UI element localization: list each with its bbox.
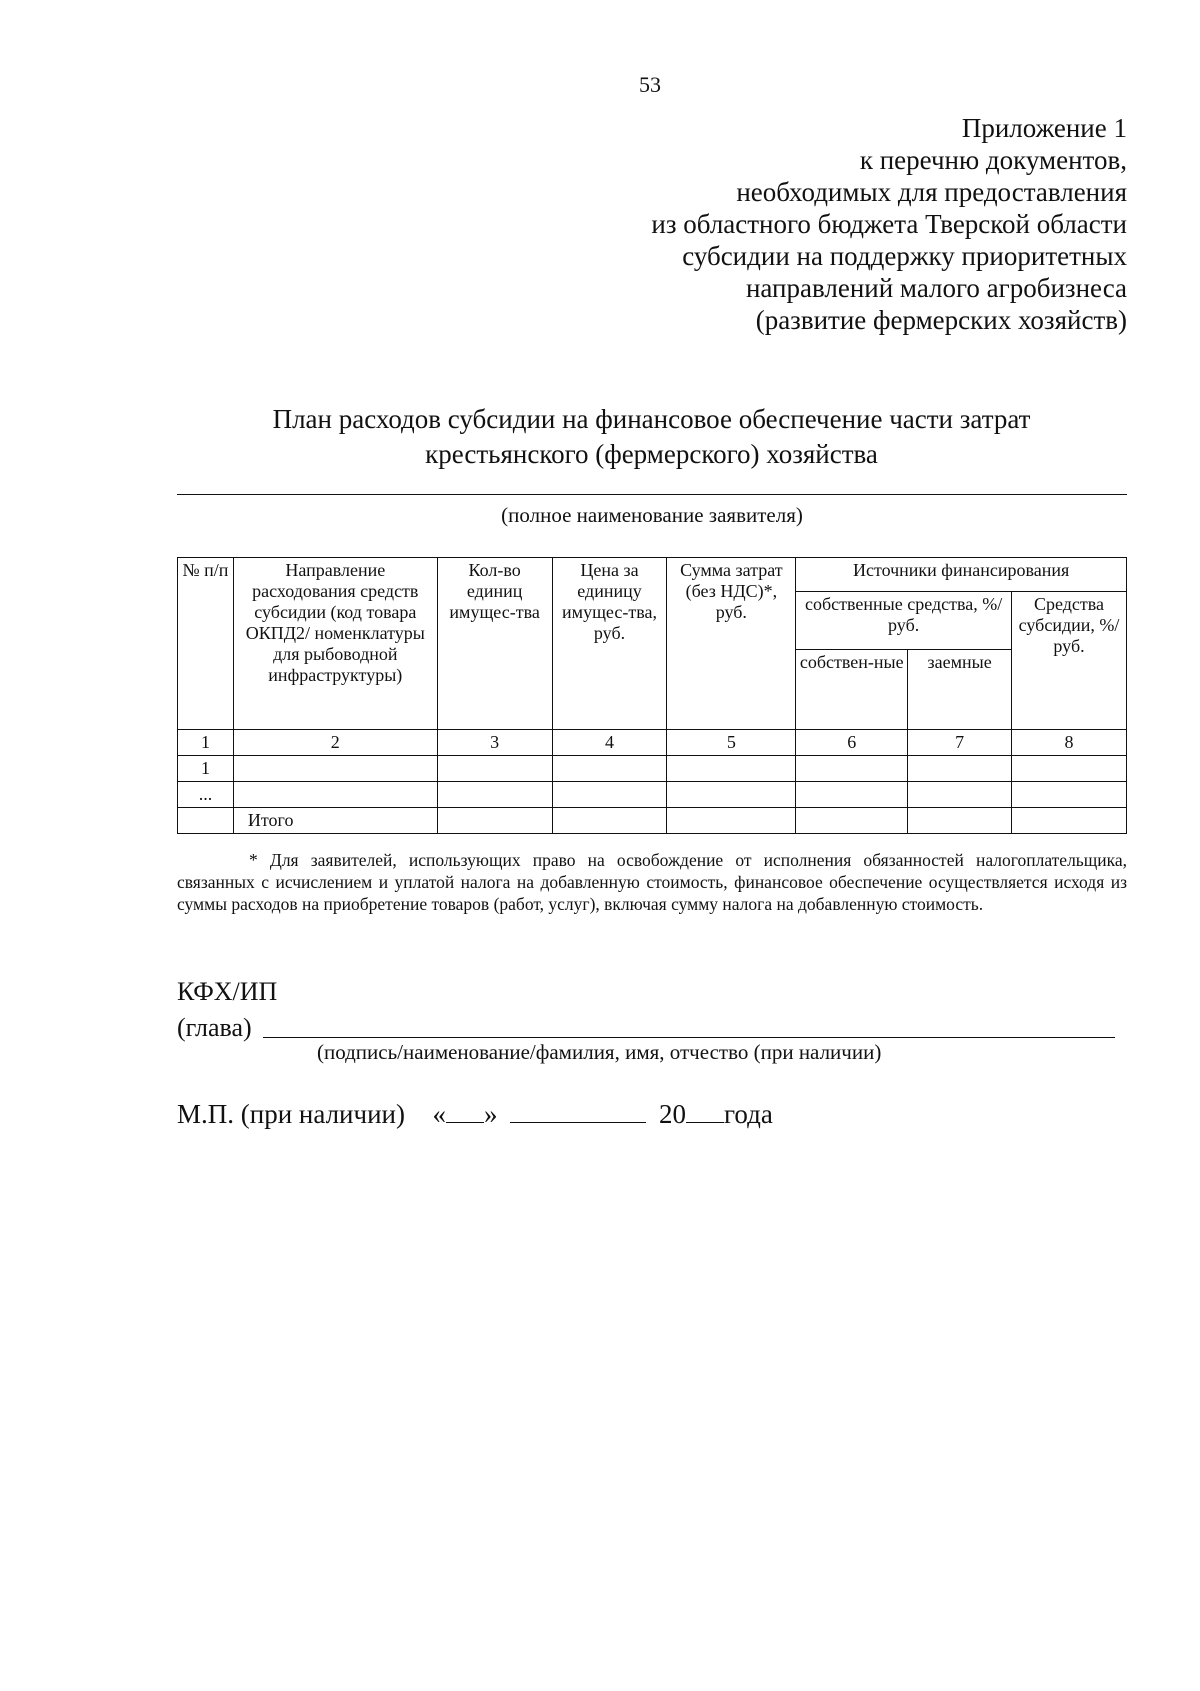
- signature-caption: (подпись/наименование/фамилия, имя, отчество (при наличии): [317, 1040, 882, 1064]
- row-num-cell: 1: [178, 756, 234, 782]
- column-number: 3: [437, 730, 552, 756]
- appendix-line: к перечню документов,: [859, 145, 1127, 175]
- column-number-row: [178, 730, 1127, 756]
- row-num-cell: ...: [178, 782, 234, 808]
- appendix-line: направлений малого агробизнеса: [745, 273, 1127, 303]
- header-sum: Сумма затрат (без НДС)*, руб.: [667, 558, 796, 730]
- row-subsidy-cell[interactable]: [1012, 782, 1127, 808]
- row-price-cell[interactable]: [552, 808, 667, 834]
- appendix-line: (развитие фермерских хозяйств): [755, 305, 1127, 335]
- header-own-funds: собственные средства, %/руб.: [796, 592, 1012, 650]
- row-direction-cell[interactable]: [233, 782, 437, 808]
- date-close-quote: »: [483, 1099, 498, 1129]
- column-number: 2: [233, 730, 437, 756]
- appendix-header: [651, 112, 1127, 336]
- signature-line[interactable]: [263, 1037, 1115, 1038]
- header-own: собствен-ные: [796, 650, 908, 730]
- header-quantity: Кол-во единиц имущес-тва: [437, 558, 552, 730]
- header-direction: Направление расходования средств субсидии (код товара ОКПД2/ номенклатуры для рыбоводной инфраструктуры): [233, 558, 437, 730]
- date-open-quote: «: [432, 1099, 446, 1129]
- header-subsidy-funds: Средства субсидии, %/руб.: [1012, 592, 1127, 730]
- month-blank[interactable]: [510, 1100, 646, 1123]
- applicant-caption: (полное наименование заявителя): [501, 503, 803, 527]
- year-prefix: 20: [658, 1099, 686, 1129]
- appendix-line: из областного бюджета Тверской области: [651, 209, 1127, 239]
- header-borrowed: заемные: [908, 650, 1012, 730]
- appendix-line: необходимых для предоставления: [736, 177, 1127, 207]
- row-quantity-cell[interactable]: [437, 756, 552, 782]
- title-line-1: План расходов субсидии на финансовое обеспечение части затрат: [272, 404, 1031, 434]
- row-price-cell[interactable]: [552, 756, 667, 782]
- year-suffix: года: [723, 1099, 773, 1129]
- row-own-cell[interactable]: [796, 782, 908, 808]
- column-number: 7: [908, 730, 1012, 756]
- appendix-line: Приложение 1: [961, 113, 1127, 143]
- row-direction-cell[interactable]: [233, 756, 437, 782]
- document-title: [176, 402, 1127, 472]
- column-number: 6: [796, 730, 908, 756]
- row-own-cell[interactable]: [796, 808, 908, 834]
- column-number: 5: [667, 730, 796, 756]
- header-price: Цена за единицу имущес-тва, руб.: [552, 558, 667, 730]
- header-sources: Источники финансирования: [796, 558, 1127, 592]
- footnote: * Для заявителей, использующих право на освобождение от исполнения обязанностей налогоплательщика, связанных с исчислением и уплатой налога на добавленную стоимость, финансовое обеспечение осуществляется исходя из суммы расходов на приобретение товаров (работ, услуг), включая сумму налога на добавленную стоимость.: [177, 850, 1127, 914]
- stamp-date-line: [177, 1099, 773, 1130]
- signature-head-label: (глава): [177, 1013, 252, 1042]
- stamp-label: М.П. (при наличии): [177, 1099, 405, 1129]
- applicant-name-line[interactable]: [177, 494, 1127, 495]
- row-subsidy-cell[interactable]: [1012, 808, 1127, 834]
- column-number: 8: [1012, 730, 1127, 756]
- column-number: 4: [552, 730, 667, 756]
- appendix-line: субсидии на поддержку приоритетных: [682, 241, 1127, 271]
- row-sum-cell[interactable]: [667, 782, 796, 808]
- row-sum-cell[interactable]: [667, 808, 796, 834]
- total-label-cell: Итого: [233, 808, 437, 834]
- header-num: № п/п: [178, 558, 234, 730]
- row-subsidy-cell[interactable]: [1012, 756, 1127, 782]
- table-row: [178, 756, 1127, 782]
- day-blank[interactable]: [446, 1100, 484, 1123]
- title-line-2: крестьянского (фермерского) хозяйства: [425, 439, 878, 469]
- row-borrowed-cell[interactable]: [908, 808, 1012, 834]
- row-sum-cell[interactable]: [667, 756, 796, 782]
- signature-label: КФХ/ИП: [177, 977, 278, 1006]
- row-own-cell[interactable]: [796, 756, 908, 782]
- expense-plan-table: [177, 557, 1127, 834]
- row-price-cell[interactable]: [552, 782, 667, 808]
- row-quantity-cell[interactable]: [437, 782, 552, 808]
- page-number: 53: [639, 72, 661, 97]
- row-num-cell: [178, 808, 234, 834]
- table-row: [178, 782, 1127, 808]
- year-blank[interactable]: [686, 1100, 724, 1123]
- row-borrowed-cell[interactable]: [908, 756, 1012, 782]
- row-quantity-cell[interactable]: [437, 808, 552, 834]
- row-borrowed-cell[interactable]: [908, 782, 1012, 808]
- total-row: [178, 808, 1127, 834]
- column-number: 1: [178, 730, 234, 756]
